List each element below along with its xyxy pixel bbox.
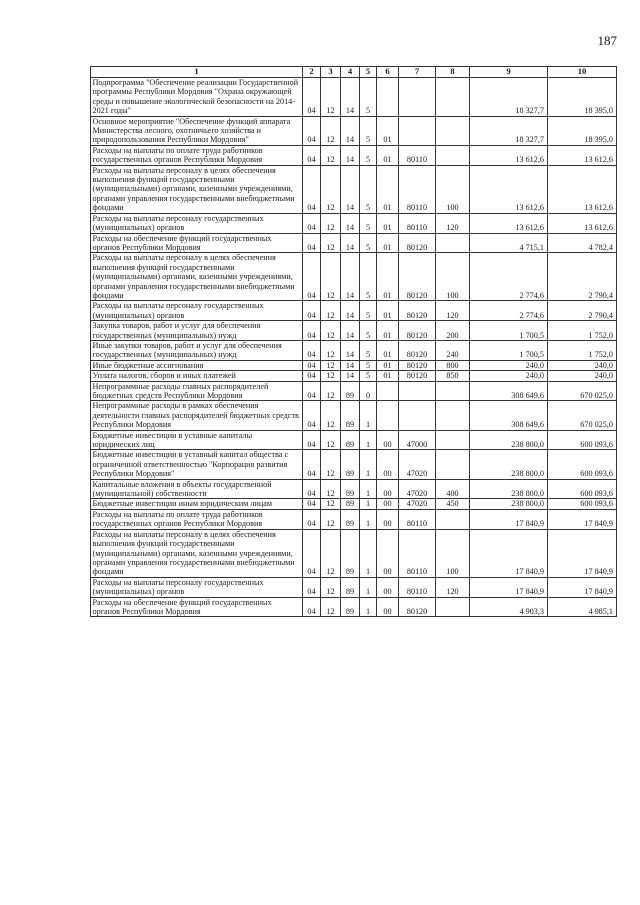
activity-code-cell: 00 bbox=[377, 499, 399, 509]
amount-year1-cell: 308 649,6 bbox=[470, 401, 548, 430]
subprogram-code-cell: 5 bbox=[360, 213, 377, 233]
direction-code-cell: 80120 bbox=[399, 301, 436, 321]
amount-year2-cell: 1 752,0 bbox=[548, 321, 617, 341]
section-code-cell: 04 bbox=[303, 529, 321, 577]
amount-year1-cell: 17 840,9 bbox=[470, 529, 548, 577]
row-name-cell: Иные бюджетные ассигнования bbox=[91, 360, 303, 370]
activity-code-cell: 01 bbox=[377, 321, 399, 341]
activity-code-cell: 00 bbox=[377, 509, 399, 529]
row-name-cell: Подпрограмма "Обеспечение реализации Государственной программы Республики Мордовия "Охрана окружающей среды и повышение экологической безопасности на 2014-2021 годы" bbox=[91, 78, 303, 117]
expense-type-cell bbox=[436, 78, 470, 117]
activity-code-cell: 00 bbox=[377, 597, 399, 617]
header-cell: 9 bbox=[470, 67, 548, 78]
table-row bbox=[91, 499, 617, 509]
subsection-code-cell: 12 bbox=[321, 577, 341, 597]
section-code-cell: 04 bbox=[303, 116, 321, 145]
amount-year1-cell: 238 800,0 bbox=[470, 479, 548, 499]
amount-year1-cell: 2 774,6 bbox=[470, 301, 548, 321]
direction-code-cell: 80110 bbox=[399, 165, 436, 213]
amount-year1-cell: 4 715,1 bbox=[470, 233, 548, 253]
subprogram-code-cell: 1 bbox=[360, 499, 377, 509]
activity-code-cell: 01 bbox=[377, 165, 399, 213]
direction-code-cell: 80110 bbox=[399, 145, 436, 165]
amount-year1-cell: 13 612,6 bbox=[470, 165, 548, 213]
section-code-cell: 04 bbox=[303, 145, 321, 165]
direction-code-cell: 47020 bbox=[399, 479, 436, 499]
program-code-cell: 89 bbox=[341, 450, 360, 479]
table-row bbox=[91, 401, 617, 430]
amount-year1-cell: 238 800,0 bbox=[470, 430, 548, 450]
budget-table bbox=[90, 66, 617, 617]
amount-year1-cell: 238 800,0 bbox=[470, 450, 548, 479]
program-code-cell: 14 bbox=[341, 233, 360, 253]
subprogram-code-cell: 5 bbox=[360, 321, 377, 341]
subprogram-code-cell: 5 bbox=[360, 360, 377, 370]
row-name-cell: Бюджетные инвестиции в уставные капиталы юридических лиц bbox=[91, 430, 303, 450]
expense-type-cell bbox=[436, 430, 470, 450]
activity-code-cell: 01 bbox=[377, 145, 399, 165]
table-row bbox=[91, 360, 617, 370]
row-name-cell: Расходы на выплаты персоналу государственных (муниципальных) органов bbox=[91, 213, 303, 233]
subprogram-code-cell: 1 bbox=[360, 479, 377, 499]
section-code-cell: 04 bbox=[303, 450, 321, 479]
subsection-code-cell: 12 bbox=[321, 479, 341, 499]
amount-year1-cell: 240,0 bbox=[470, 360, 548, 370]
expense-type-cell bbox=[436, 597, 470, 617]
subsection-code-cell: 12 bbox=[321, 233, 341, 253]
subsection-code-cell: 12 bbox=[321, 78, 341, 117]
subsection-code-cell: 12 bbox=[321, 360, 341, 370]
section-code-cell: 04 bbox=[303, 301, 321, 321]
program-code-cell: 14 bbox=[341, 116, 360, 145]
table-row bbox=[91, 381, 617, 401]
section-code-cell: 04 bbox=[303, 381, 321, 401]
expense-type-cell: 850 bbox=[436, 371, 470, 381]
row-name-cell: Непрограммные расходы в рамках обеспечения деятельности главных распорядителей бюджетных средств Республики Мордовия bbox=[91, 401, 303, 430]
program-code-cell: 89 bbox=[341, 401, 360, 430]
header-cell: 2 bbox=[303, 67, 321, 78]
activity-code-cell: 01 bbox=[377, 116, 399, 145]
amount-year2-cell: 670 025,0 bbox=[548, 401, 617, 430]
section-code-cell: 04 bbox=[303, 253, 321, 301]
activity-code-cell bbox=[377, 401, 399, 430]
section-code-cell: 04 bbox=[303, 577, 321, 597]
section-code-cell: 04 bbox=[303, 430, 321, 450]
direction-code-cell: 47000 bbox=[399, 430, 436, 450]
amount-year2-cell: 240,0 bbox=[548, 371, 617, 381]
amount-year1-cell: 18 327,7 bbox=[470, 78, 548, 117]
section-code-cell: 04 bbox=[303, 321, 321, 341]
program-code-cell: 14 bbox=[341, 321, 360, 341]
activity-code-cell: 01 bbox=[377, 360, 399, 370]
program-code-cell: 89 bbox=[341, 577, 360, 597]
subsection-code-cell: 12 bbox=[321, 145, 341, 165]
subsection-code-cell: 12 bbox=[321, 381, 341, 401]
table-row bbox=[91, 78, 617, 117]
table-row bbox=[91, 577, 617, 597]
subsection-code-cell: 12 bbox=[321, 401, 341, 430]
table-row bbox=[91, 253, 617, 301]
table-row bbox=[91, 371, 617, 381]
table-row bbox=[91, 597, 617, 617]
amount-year1-cell: 240,0 bbox=[470, 371, 548, 381]
row-name-cell: Основное мероприятие "Обеспечение функций аппарата Министерства лесного, охотничьего хозяйства и природопользования Республики Мордовия" bbox=[91, 116, 303, 145]
amount-year1-cell: 17 840,9 bbox=[470, 577, 548, 597]
expense-type-cell: 100 bbox=[436, 253, 470, 301]
direction-code-cell: 80120 bbox=[399, 597, 436, 617]
subsection-code-cell: 12 bbox=[321, 321, 341, 341]
program-code-cell: 14 bbox=[341, 165, 360, 213]
amount-year2-cell: 600 093,6 bbox=[548, 450, 617, 479]
program-code-cell: 14 bbox=[341, 78, 360, 117]
amount-year2-cell: 1 752,0 bbox=[548, 340, 617, 360]
row-name-cell: Расходы на выплаты по оплате труда работников государственных органов Республики Мордовия bbox=[91, 509, 303, 529]
activity-code-cell: 01 bbox=[377, 213, 399, 233]
amount-year1-cell: 13 612,6 bbox=[470, 145, 548, 165]
expense-type-cell bbox=[436, 145, 470, 165]
row-name-cell: Расходы на обеспечение функций государственных органов Республики Мордовия bbox=[91, 233, 303, 253]
amount-year2-cell: 13 612,6 bbox=[548, 145, 617, 165]
subprogram-code-cell: 5 bbox=[360, 371, 377, 381]
amount-year2-cell: 600 093,6 bbox=[548, 499, 617, 509]
row-name-cell: Бюджетные инвестиции в уставный капитал общества с ограниченной ответственностью "Корпорация развития Республики Мордовия" bbox=[91, 450, 303, 479]
amount-year1-cell: 1 700,5 bbox=[470, 340, 548, 360]
header-cell: 5 bbox=[360, 67, 377, 78]
program-code-cell: 89 bbox=[341, 381, 360, 401]
header-cell: 7 bbox=[399, 67, 436, 78]
table-row bbox=[91, 450, 617, 479]
program-code-cell: 14 bbox=[341, 145, 360, 165]
table-body bbox=[91, 78, 617, 617]
amount-year2-cell: 13 612,6 bbox=[548, 165, 617, 213]
program-code-cell: 89 bbox=[341, 597, 360, 617]
section-code-cell: 04 bbox=[303, 213, 321, 233]
direction-code-cell: 47020 bbox=[399, 499, 436, 509]
subprogram-code-cell: 5 bbox=[360, 78, 377, 117]
direction-code-cell: 80120 bbox=[399, 321, 436, 341]
section-code-cell: 04 bbox=[303, 401, 321, 430]
amount-year2-cell: 2 790,4 bbox=[548, 253, 617, 301]
subprogram-code-cell: 1 bbox=[360, 509, 377, 529]
table-row bbox=[91, 321, 617, 341]
amount-year2-cell: 240,0 bbox=[548, 360, 617, 370]
amount-year1-cell: 2 774,6 bbox=[470, 253, 548, 301]
program-code-cell: 14 bbox=[341, 213, 360, 233]
direction-code-cell: 80120 bbox=[399, 233, 436, 253]
row-name-cell: Иные закупки товаров, работ и услуг для обеспечения государственных (муниципальных) нужд bbox=[91, 340, 303, 360]
expense-type-cell: 800 bbox=[436, 360, 470, 370]
program-code-cell: 89 bbox=[341, 529, 360, 577]
header-cell: 4 bbox=[341, 67, 360, 78]
program-code-cell: 14 bbox=[341, 340, 360, 360]
subsection-code-cell: 12 bbox=[321, 301, 341, 321]
direction-code-cell: 80110 bbox=[399, 529, 436, 577]
direction-code-cell bbox=[399, 381, 436, 401]
row-name-cell: Расходы на выплаты персоналу в целях обеспечения выполнения функций государственными (муниципальными) органами, казенными учреждениями, органами управления государственными внебюджетными фондами bbox=[91, 529, 303, 577]
expense-type-cell bbox=[436, 116, 470, 145]
amount-year2-cell: 18 395,0 bbox=[548, 116, 617, 145]
expense-type-cell: 120 bbox=[436, 301, 470, 321]
subsection-code-cell: 12 bbox=[321, 165, 341, 213]
expense-type-cell: 120 bbox=[436, 577, 470, 597]
amount-year2-cell: 17 840,9 bbox=[548, 529, 617, 577]
amount-year1-cell: 17 840,9 bbox=[470, 509, 548, 529]
activity-code-cell: 00 bbox=[377, 577, 399, 597]
section-code-cell: 04 bbox=[303, 360, 321, 370]
header-cell: 6 bbox=[377, 67, 399, 78]
direction-code-cell: 80120 bbox=[399, 340, 436, 360]
subsection-code-cell: 12 bbox=[321, 509, 341, 529]
subsection-code-cell: 12 bbox=[321, 430, 341, 450]
table-row bbox=[91, 165, 617, 213]
row-name-cell: Расходы на выплаты персоналу государственных (муниципальных) органов bbox=[91, 577, 303, 597]
expense-type-cell: 100 bbox=[436, 529, 470, 577]
section-code-cell: 04 bbox=[303, 597, 321, 617]
program-code-cell: 14 bbox=[341, 253, 360, 301]
subprogram-code-cell: 1 bbox=[360, 401, 377, 430]
table-row bbox=[91, 233, 617, 253]
activity-code-cell: 00 bbox=[377, 479, 399, 499]
amount-year2-cell: 670 025,0 bbox=[548, 381, 617, 401]
subsection-code-cell: 12 bbox=[321, 450, 341, 479]
subsection-code-cell: 12 bbox=[321, 371, 341, 381]
row-name-cell: Расходы на выплаты персоналу государственных (муниципальных) органов bbox=[91, 301, 303, 321]
row-name-cell: Расходы на выплаты по оплате труда работников государственных органов Республики Мордовия bbox=[91, 145, 303, 165]
subsection-code-cell: 12 bbox=[321, 499, 341, 509]
activity-code-cell: 00 bbox=[377, 430, 399, 450]
program-code-cell: 14 bbox=[341, 301, 360, 321]
section-code-cell: 04 bbox=[303, 340, 321, 360]
activity-code-cell: 01 bbox=[377, 301, 399, 321]
amount-year2-cell: 600 093,6 bbox=[548, 479, 617, 499]
row-name-cell: Бюджетные инвестиции иным юридическим лицам bbox=[91, 499, 303, 509]
table-row bbox=[91, 116, 617, 145]
header-row bbox=[91, 67, 617, 78]
activity-code-cell: 01 bbox=[377, 371, 399, 381]
row-name-cell: Закупка товаров, работ и услуг для обеспечения государственных (муниципальных) нужд bbox=[91, 321, 303, 341]
row-name-cell: Расходы на обеспечение функций государственных органов Республики Мордовия bbox=[91, 597, 303, 617]
header-cell: 8 bbox=[436, 67, 470, 78]
activity-code-cell: 01 bbox=[377, 233, 399, 253]
amount-year1-cell: 13 612,6 bbox=[470, 213, 548, 233]
amount-year1-cell: 1 700,5 bbox=[470, 321, 548, 341]
table-row bbox=[91, 430, 617, 450]
subprogram-code-cell: 5 bbox=[360, 233, 377, 253]
expense-type-cell: 100 bbox=[436, 165, 470, 213]
direction-code-cell: 80120 bbox=[399, 360, 436, 370]
expense-type-cell: 450 bbox=[436, 499, 470, 509]
activity-code-cell: 01 bbox=[377, 253, 399, 301]
expense-type-cell bbox=[436, 509, 470, 529]
row-name-cell: Уплата налогов, сборов и иных платежей bbox=[91, 371, 303, 381]
section-code-cell: 04 bbox=[303, 233, 321, 253]
direction-code-cell bbox=[399, 78, 436, 117]
table-header bbox=[91, 67, 617, 78]
direction-code-cell bbox=[399, 401, 436, 430]
program-code-cell: 89 bbox=[341, 430, 360, 450]
expense-type-cell: 200 bbox=[436, 321, 470, 341]
amount-year2-cell: 4 782,4 bbox=[548, 233, 617, 253]
row-name-cell: Непрограммные расходы главных распорядителей бюджетных средств Республики Мордовия bbox=[91, 381, 303, 401]
activity-code-cell bbox=[377, 78, 399, 117]
expense-type-cell bbox=[436, 401, 470, 430]
program-code-cell: 14 bbox=[341, 371, 360, 381]
section-code-cell: 04 bbox=[303, 165, 321, 213]
program-code-cell: 89 bbox=[341, 479, 360, 499]
amount-year2-cell: 18 395,0 bbox=[548, 78, 617, 117]
amount-year1-cell: 18 327,7 bbox=[470, 116, 548, 145]
row-name-cell: Капитальные вложения в объекты государственной (муниципальной) собственности bbox=[91, 479, 303, 499]
subprogram-code-cell: 1 bbox=[360, 450, 377, 479]
subsection-code-cell: 12 bbox=[321, 253, 341, 301]
subprogram-code-cell: 5 bbox=[360, 340, 377, 360]
amount-year2-cell: 17 840,9 bbox=[548, 577, 617, 597]
amount-year2-cell: 2 790,4 bbox=[548, 301, 617, 321]
amount-year2-cell: 600 093,6 bbox=[548, 430, 617, 450]
amount-year1-cell: 4 903,3 bbox=[470, 597, 548, 617]
activity-code-cell bbox=[377, 381, 399, 401]
expense-type-cell: 400 bbox=[436, 479, 470, 499]
direction-code-cell: 80110 bbox=[399, 213, 436, 233]
direction-code-cell bbox=[399, 116, 436, 145]
subprogram-code-cell: 0 bbox=[360, 381, 377, 401]
table-row bbox=[91, 529, 617, 577]
subprogram-code-cell: 1 bbox=[360, 577, 377, 597]
row-name-cell: Расходы на выплаты персоналу в целях обеспечения выполнения функций государственными (муниципальными) органами, казенными учреждениями, органами управления государственными внебюджетными фондами bbox=[91, 253, 303, 301]
subprogram-code-cell: 5 bbox=[360, 165, 377, 213]
amount-year2-cell: 4 985,1 bbox=[548, 597, 617, 617]
header-cell: 10 bbox=[548, 67, 617, 78]
activity-code-cell: 00 bbox=[377, 450, 399, 479]
program-code-cell: 89 bbox=[341, 509, 360, 529]
table-row bbox=[91, 145, 617, 165]
subprogram-code-cell: 5 bbox=[360, 116, 377, 145]
amount-year1-cell: 238 800,0 bbox=[470, 499, 548, 509]
expense-type-cell: 120 bbox=[436, 213, 470, 233]
subsection-code-cell: 12 bbox=[321, 116, 341, 145]
table-row bbox=[91, 301, 617, 321]
table-row bbox=[91, 213, 617, 233]
section-code-cell: 04 bbox=[303, 479, 321, 499]
program-code-cell: 89 bbox=[341, 499, 360, 509]
header-cell: 3 bbox=[321, 67, 341, 78]
table-row bbox=[91, 479, 617, 499]
direction-code-cell: 80120 bbox=[399, 371, 436, 381]
section-code-cell: 04 bbox=[303, 371, 321, 381]
amount-year1-cell: 308 649,6 bbox=[470, 381, 548, 401]
page-number: 187 bbox=[597, 33, 617, 48]
subsection-code-cell: 12 bbox=[321, 597, 341, 617]
subsection-code-cell: 12 bbox=[321, 340, 341, 360]
subprogram-code-cell: 5 bbox=[360, 301, 377, 321]
subprogram-code-cell: 1 bbox=[360, 597, 377, 617]
subsection-code-cell: 12 bbox=[321, 213, 341, 233]
subsection-code-cell: 12 bbox=[321, 529, 341, 577]
activity-code-cell: 01 bbox=[377, 340, 399, 360]
subprogram-code-cell: 5 bbox=[360, 145, 377, 165]
expense-type-cell bbox=[436, 233, 470, 253]
subprogram-code-cell: 1 bbox=[360, 529, 377, 577]
expense-type-cell: 240 bbox=[436, 340, 470, 360]
amount-year2-cell: 13 612,6 bbox=[548, 213, 617, 233]
activity-code-cell: 00 bbox=[377, 529, 399, 577]
direction-code-cell: 80110 bbox=[399, 509, 436, 529]
expense-type-cell bbox=[436, 450, 470, 479]
expense-type-cell bbox=[436, 381, 470, 401]
direction-code-cell: 80110 bbox=[399, 577, 436, 597]
section-code-cell: 04 bbox=[303, 499, 321, 509]
amount-year2-cell: 17 840,9 bbox=[548, 509, 617, 529]
section-code-cell: 04 bbox=[303, 78, 321, 117]
program-code-cell: 14 bbox=[341, 360, 360, 370]
subprogram-code-cell: 1 bbox=[360, 430, 377, 450]
section-code-cell: 04 bbox=[303, 509, 321, 529]
table-row bbox=[91, 340, 617, 360]
direction-code-cell: 80120 bbox=[399, 253, 436, 301]
header-cell: 1 bbox=[91, 67, 303, 78]
subprogram-code-cell: 5 bbox=[360, 253, 377, 301]
direction-code-cell: 47020 bbox=[399, 450, 436, 479]
table-row bbox=[91, 509, 617, 529]
row-name-cell: Расходы на выплаты персоналу в целях обеспечения выполнения функций государственными (муниципальными) органами, казенными учреждениями, органами управления государственными внебюджетными фондами bbox=[91, 165, 303, 213]
